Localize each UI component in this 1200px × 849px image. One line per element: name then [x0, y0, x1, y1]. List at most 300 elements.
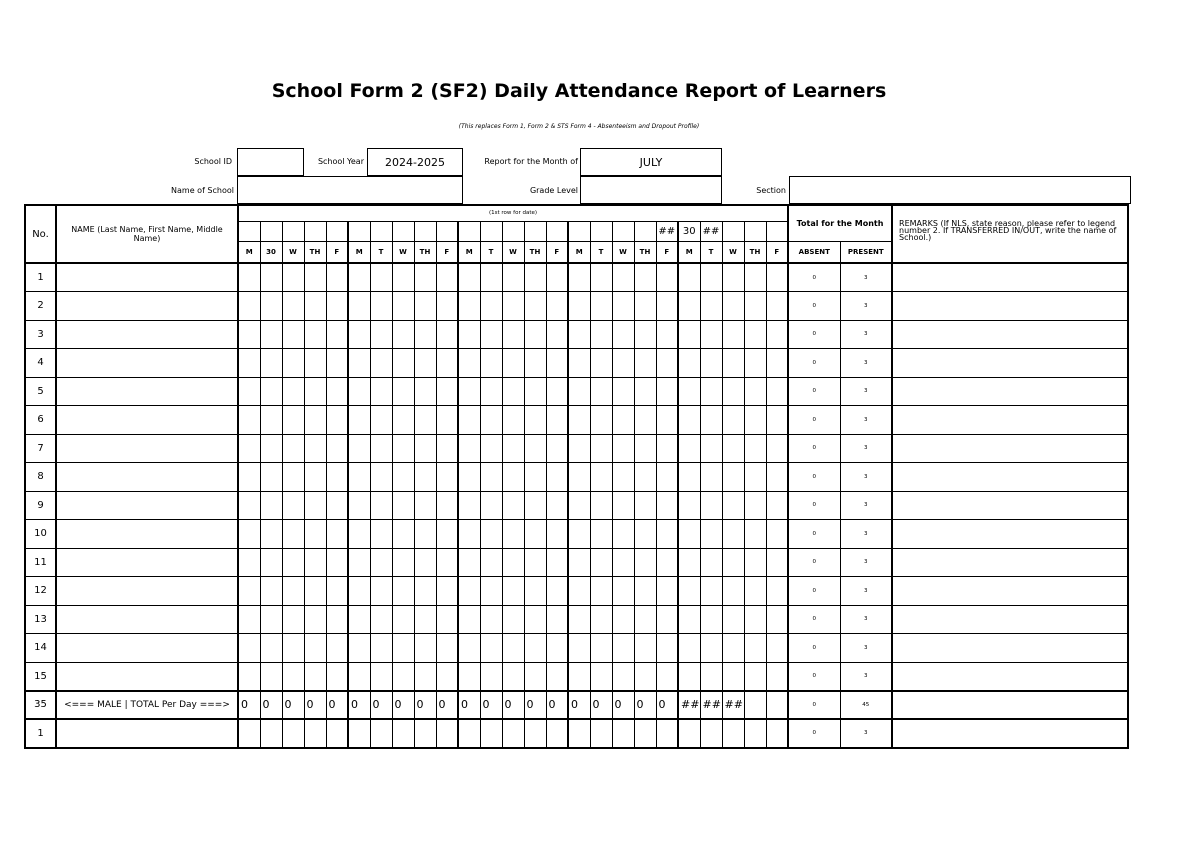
attendance-cell[interactable] [326, 634, 348, 663]
attendance-cell[interactable] [590, 406, 612, 435]
attendance-cell[interactable] [260, 548, 282, 577]
attendance-cell[interactable] [304, 320, 326, 349]
attendance-cell[interactable] [436, 719, 458, 748]
attendance-cell[interactable] [568, 434, 590, 463]
attendance-cell[interactable] [436, 349, 458, 378]
attendance-cell[interactable] [656, 577, 678, 606]
attendance-cell[interactable] [436, 548, 458, 577]
attendance-cell[interactable] [612, 520, 634, 549]
learner-name-cell[interactable] [56, 463, 238, 492]
attendance-cell[interactable] [546, 719, 568, 748]
attendance-cell[interactable] [634, 605, 656, 634]
attendance-cell[interactable] [700, 377, 722, 406]
remarks-cell[interactable] [892, 520, 1128, 549]
attendance-cell[interactable] [480, 377, 502, 406]
attendance-cell[interactable] [546, 292, 568, 321]
attendance-cell[interactable] [524, 548, 546, 577]
attendance-cell[interactable] [700, 434, 722, 463]
attendance-cell[interactable] [612, 263, 634, 292]
attendance-cell[interactable] [260, 577, 282, 606]
attendance-cell[interactable] [480, 634, 502, 663]
attendance-cell[interactable] [304, 577, 326, 606]
remarks-cell[interactable] [892, 434, 1128, 463]
attendance-cell[interactable] [568, 634, 590, 663]
attendance-cell[interactable] [568, 577, 590, 606]
attendance-cell[interactable] [678, 406, 700, 435]
attendance-cell[interactable] [612, 292, 634, 321]
date-cell[interactable]: 30 [678, 221, 700, 241]
attendance-cell[interactable] [282, 577, 304, 606]
attendance-cell[interactable] [458, 577, 480, 606]
attendance-cell[interactable] [392, 491, 414, 520]
attendance-cell[interactable] [370, 719, 392, 748]
attendance-cell[interactable] [304, 406, 326, 435]
attendance-cell[interactable] [546, 463, 568, 492]
remarks-cell[interactable] [892, 605, 1128, 634]
attendance-cell[interactable] [546, 377, 568, 406]
attendance-cell[interactable] [766, 377, 788, 406]
attendance-cell[interactable] [766, 605, 788, 634]
attendance-cell[interactable] [414, 434, 436, 463]
attendance-cell[interactable] [700, 320, 722, 349]
attendance-cell[interactable] [678, 548, 700, 577]
attendance-cell[interactable] [612, 463, 634, 492]
attendance-cell[interactable] [678, 491, 700, 520]
learner-name-cell[interactable] [56, 320, 238, 349]
attendance-cell[interactable] [458, 491, 480, 520]
attendance-cell[interactable] [722, 263, 744, 292]
attendance-cell[interactable] [326, 320, 348, 349]
date-cell[interactable] [480, 221, 502, 241]
attendance-cell[interactable] [612, 719, 634, 748]
attendance-cell[interactable] [238, 605, 260, 634]
attendance-cell[interactable] [480, 662, 502, 691]
attendance-cell[interactable] [238, 719, 260, 748]
attendance-cell[interactable] [502, 434, 524, 463]
attendance-cell[interactable] [766, 662, 788, 691]
remarks-cell[interactable] [892, 463, 1128, 492]
attendance-cell[interactable] [568, 662, 590, 691]
attendance-cell[interactable] [766, 719, 788, 748]
attendance-cell[interactable] [546, 520, 568, 549]
attendance-cell[interactable] [348, 320, 370, 349]
attendance-cell[interactable] [678, 577, 700, 606]
attendance-cell[interactable] [744, 377, 766, 406]
attendance-cell[interactable] [480, 434, 502, 463]
attendance-cell[interactable] [656, 634, 678, 663]
attendance-cell[interactable] [546, 634, 568, 663]
attendance-cell[interactable] [634, 349, 656, 378]
attendance-cell[interactable] [678, 662, 700, 691]
attendance-cell[interactable] [480, 349, 502, 378]
attendance-cell[interactable] [260, 292, 282, 321]
date-cell[interactable] [414, 221, 436, 241]
attendance-cell[interactable] [524, 349, 546, 378]
attendance-cell[interactable] [524, 662, 546, 691]
attendance-cell[interactable] [546, 434, 568, 463]
attendance-cell[interactable] [414, 349, 436, 378]
attendance-cell[interactable] [414, 292, 436, 321]
remarks-cell[interactable] [892, 691, 1128, 720]
attendance-cell[interactable] [722, 349, 744, 378]
attendance-cell[interactable] [546, 406, 568, 435]
attendance-cell[interactable] [678, 320, 700, 349]
attendance-cell[interactable] [370, 662, 392, 691]
attendance-cell[interactable] [414, 320, 436, 349]
attendance-cell[interactable] [744, 548, 766, 577]
date-cell[interactable] [436, 221, 458, 241]
learner-name-cell[interactable] [56, 263, 238, 292]
attendance-cell[interactable] [766, 263, 788, 292]
attendance-cell[interactable] [282, 463, 304, 492]
attendance-cell[interactable] [678, 463, 700, 492]
school-name-field[interactable] [237, 176, 463, 204]
attendance-cell[interactable] [238, 520, 260, 549]
attendance-cell[interactable] [568, 349, 590, 378]
attendance-cell[interactable] [766, 434, 788, 463]
attendance-cell[interactable] [370, 263, 392, 292]
attendance-cell[interactable] [282, 292, 304, 321]
attendance-cell[interactable] [634, 520, 656, 549]
attendance-cell[interactable] [304, 548, 326, 577]
attendance-cell[interactable] [282, 320, 304, 349]
attendance-cell[interactable] [722, 548, 744, 577]
attendance-cell[interactable] [634, 634, 656, 663]
attendance-cell[interactable] [238, 320, 260, 349]
attendance-cell[interactable] [656, 406, 678, 435]
attendance-cell[interactable] [348, 548, 370, 577]
attendance-cell[interactable] [370, 434, 392, 463]
attendance-cell[interactable] [634, 719, 656, 748]
attendance-cell[interactable] [260, 719, 282, 748]
remarks-cell[interactable] [892, 349, 1128, 378]
attendance-cell[interactable] [634, 463, 656, 492]
attendance-cell[interactable] [722, 577, 744, 606]
attendance-cell[interactable] [348, 377, 370, 406]
attendance-cell[interactable] [590, 634, 612, 663]
attendance-cell[interactable] [634, 491, 656, 520]
attendance-cell[interactable] [348, 520, 370, 549]
attendance-cell[interactable] [722, 320, 744, 349]
learner-name-cell[interactable] [56, 577, 238, 606]
attendance-cell[interactable] [480, 577, 502, 606]
attendance-cell[interactable] [546, 491, 568, 520]
attendance-cell[interactable] [634, 320, 656, 349]
learner-name-cell[interactable] [56, 548, 238, 577]
date-cell[interactable] [546, 221, 568, 241]
attendance-cell[interactable] [766, 634, 788, 663]
attendance-cell[interactable] [414, 605, 436, 634]
attendance-cell[interactable] [678, 434, 700, 463]
attendance-cell[interactable] [370, 520, 392, 549]
attendance-cell[interactable] [238, 377, 260, 406]
attendance-cell[interactable] [568, 719, 590, 748]
attendance-cell[interactable] [370, 577, 392, 606]
date-cell[interactable] [260, 221, 282, 241]
attendance-cell[interactable] [568, 491, 590, 520]
attendance-cell[interactable] [722, 605, 744, 634]
attendance-cell[interactable] [590, 377, 612, 406]
attendance-cell[interactable] [326, 292, 348, 321]
attendance-cell[interactable] [392, 605, 414, 634]
attendance-cell[interactable] [348, 292, 370, 321]
attendance-cell[interactable] [744, 634, 766, 663]
attendance-cell[interactable] [546, 548, 568, 577]
attendance-cell[interactable] [260, 463, 282, 492]
attendance-cell[interactable] [524, 605, 546, 634]
attendance-cell[interactable] [700, 491, 722, 520]
attendance-cell[interactable] [744, 263, 766, 292]
remarks-cell[interactable] [892, 548, 1128, 577]
attendance-cell[interactable] [590, 320, 612, 349]
attendance-cell[interactable] [414, 377, 436, 406]
attendance-cell[interactable] [766, 577, 788, 606]
attendance-cell[interactable] [436, 491, 458, 520]
school-id-field[interactable] [237, 148, 304, 176]
attendance-cell[interactable] [656, 520, 678, 549]
attendance-cell[interactable] [392, 263, 414, 292]
attendance-cell[interactable] [326, 520, 348, 549]
attendance-cell[interactable] [700, 577, 722, 606]
attendance-cell[interactable] [348, 349, 370, 378]
attendance-cell[interactable] [722, 406, 744, 435]
attendance-cell[interactable] [634, 292, 656, 321]
attendance-cell[interactable] [458, 634, 480, 663]
attendance-cell[interactable] [744, 577, 766, 606]
attendance-cell[interactable] [524, 263, 546, 292]
attendance-cell[interactable] [634, 263, 656, 292]
attendance-cell[interactable] [524, 634, 546, 663]
attendance-cell[interactable] [304, 634, 326, 663]
attendance-cell[interactable] [282, 406, 304, 435]
attendance-cell[interactable] [590, 605, 612, 634]
attendance-cell[interactable] [524, 292, 546, 321]
attendance-cell[interactable] [436, 520, 458, 549]
attendance-cell[interactable] [458, 434, 480, 463]
attendance-cell[interactable] [502, 662, 524, 691]
attendance-cell[interactable] [590, 662, 612, 691]
attendance-cell[interactable] [392, 662, 414, 691]
attendance-cell[interactable] [260, 634, 282, 663]
attendance-cell[interactable] [590, 520, 612, 549]
attendance-cell[interactable] [282, 520, 304, 549]
attendance-cell[interactable] [744, 434, 766, 463]
remarks-cell[interactable] [892, 491, 1128, 520]
date-cell[interactable] [392, 221, 414, 241]
attendance-cell[interactable] [502, 320, 524, 349]
attendance-cell[interactable] [590, 263, 612, 292]
attendance-cell[interactable] [480, 491, 502, 520]
attendance-cell[interactable] [766, 491, 788, 520]
attendance-cell[interactable] [656, 292, 678, 321]
attendance-cell[interactable] [414, 548, 436, 577]
attendance-cell[interactable] [260, 662, 282, 691]
attendance-cell[interactable] [700, 292, 722, 321]
attendance-cell[interactable] [436, 605, 458, 634]
date-cell[interactable] [370, 221, 392, 241]
attendance-cell[interactable] [458, 548, 480, 577]
attendance-cell[interactable] [282, 719, 304, 748]
attendance-cell[interactable] [458, 719, 480, 748]
attendance-cell[interactable] [370, 463, 392, 492]
date-cell[interactable] [722, 221, 744, 241]
learner-name-cell[interactable] [56, 491, 238, 520]
attendance-cell[interactable] [260, 377, 282, 406]
attendance-cell[interactable] [700, 662, 722, 691]
attendance-cell[interactable] [656, 719, 678, 748]
attendance-cell[interactable] [568, 463, 590, 492]
attendance-cell[interactable] [502, 719, 524, 748]
attendance-cell[interactable] [370, 292, 392, 321]
attendance-cell[interactable] [348, 406, 370, 435]
attendance-cell[interactable] [546, 320, 568, 349]
attendance-cell[interactable] [238, 634, 260, 663]
attendance-cell[interactable] [238, 406, 260, 435]
attendance-cell[interactable] [568, 605, 590, 634]
date-cell[interactable] [612, 221, 634, 241]
attendance-cell[interactable] [502, 263, 524, 292]
attendance-cell[interactable] [744, 463, 766, 492]
attendance-cell[interactable] [568, 292, 590, 321]
attendance-cell[interactable] [502, 605, 524, 634]
attendance-cell[interactable] [744, 520, 766, 549]
attendance-cell[interactable] [326, 263, 348, 292]
attendance-cell[interactable] [238, 577, 260, 606]
attendance-cell[interactable] [282, 548, 304, 577]
attendance-cell[interactable] [348, 634, 370, 663]
attendance-cell[interactable] [282, 634, 304, 663]
remarks-cell[interactable] [892, 292, 1128, 321]
attendance-cell[interactable] [370, 491, 392, 520]
attendance-cell[interactable] [436, 263, 458, 292]
learner-name-cell[interactable] [56, 377, 238, 406]
attendance-cell[interactable] [612, 320, 634, 349]
attendance-cell[interactable] [282, 377, 304, 406]
attendance-cell[interactable] [612, 377, 634, 406]
attendance-cell[interactable] [656, 605, 678, 634]
attendance-cell[interactable] [744, 406, 766, 435]
attendance-cell[interactable] [260, 263, 282, 292]
attendance-cell[interactable] [678, 349, 700, 378]
attendance-cell[interactable] [524, 406, 546, 435]
attendance-cell[interactable] [326, 605, 348, 634]
attendance-cell[interactable] [766, 548, 788, 577]
attendance-cell[interactable] [590, 349, 612, 378]
attendance-cell[interactable] [678, 605, 700, 634]
attendance-cell[interactable] [524, 491, 546, 520]
attendance-cell[interactable] [590, 548, 612, 577]
attendance-cell[interactable] [612, 634, 634, 663]
attendance-cell[interactable] [392, 406, 414, 435]
attendance-cell[interactable] [282, 434, 304, 463]
attendance-cell[interactable] [480, 548, 502, 577]
attendance-cell[interactable] [370, 320, 392, 349]
attendance-cell[interactable] [326, 548, 348, 577]
attendance-cell[interactable] [414, 491, 436, 520]
attendance-cell[interactable] [370, 605, 392, 634]
attendance-cell[interactable] [348, 491, 370, 520]
attendance-cell[interactable] [282, 662, 304, 691]
attendance-cell[interactable] [480, 520, 502, 549]
attendance-cell[interactable] [568, 548, 590, 577]
attendance-cell[interactable] [524, 463, 546, 492]
attendance-cell[interactable] [260, 406, 282, 435]
attendance-cell[interactable] [458, 662, 480, 691]
attendance-cell[interactable] [502, 377, 524, 406]
attendance-cell[interactable] [744, 662, 766, 691]
date-cell[interactable] [568, 221, 590, 241]
attendance-cell[interactable] [458, 292, 480, 321]
attendance-cell[interactable] [304, 349, 326, 378]
attendance-cell[interactable] [392, 292, 414, 321]
attendance-cell[interactable] [634, 662, 656, 691]
attendance-cell[interactable] [326, 349, 348, 378]
attendance-cell[interactable] [524, 377, 546, 406]
date-cell[interactable] [634, 221, 656, 241]
attendance-cell[interactable] [348, 434, 370, 463]
attendance-cell[interactable] [502, 349, 524, 378]
date-cell[interactable] [524, 221, 546, 241]
attendance-cell[interactable] [238, 349, 260, 378]
date-cell[interactable] [766, 221, 788, 241]
learner-name-cell[interactable] [56, 605, 238, 634]
attendance-cell[interactable] [392, 320, 414, 349]
attendance-cell[interactable] [700, 605, 722, 634]
attendance-cell[interactable] [436, 463, 458, 492]
attendance-cell[interactable] [634, 434, 656, 463]
learner-name-cell[interactable] [56, 634, 238, 663]
attendance-cell[interactable] [502, 406, 524, 435]
attendance-cell[interactable] [502, 577, 524, 606]
attendance-cell[interactable] [722, 292, 744, 321]
attendance-cell[interactable] [700, 263, 722, 292]
attendance-cell[interactable] [282, 605, 304, 634]
attendance-cell[interactable] [612, 548, 634, 577]
attendance-cell[interactable] [502, 634, 524, 663]
attendance-cell[interactable] [260, 520, 282, 549]
attendance-cell[interactable] [590, 434, 612, 463]
grade-level-field[interactable] [580, 176, 722, 204]
attendance-cell[interactable] [304, 263, 326, 292]
learner-name-cell[interactable] [56, 719, 238, 748]
attendance-cell[interactable] [700, 520, 722, 549]
attendance-cell[interactable] [260, 434, 282, 463]
attendance-cell[interactable] [744, 605, 766, 634]
attendance-cell[interactable] [766, 463, 788, 492]
attendance-cell[interactable] [392, 434, 414, 463]
attendance-cell[interactable] [238, 434, 260, 463]
date-cell[interactable] [502, 221, 524, 241]
attendance-cell[interactable] [326, 406, 348, 435]
attendance-cell[interactable] [304, 377, 326, 406]
date-cell[interactable] [348, 221, 370, 241]
attendance-cell[interactable] [568, 520, 590, 549]
learner-name-cell[interactable] [56, 406, 238, 435]
attendance-cell[interactable] [414, 662, 436, 691]
attendance-cell[interactable] [656, 434, 678, 463]
attendance-cell[interactable] [502, 520, 524, 549]
attendance-cell[interactable] [524, 520, 546, 549]
attendance-cell[interactable] [282, 263, 304, 292]
attendance-cell[interactable] [326, 719, 348, 748]
attendance-cell[interactable] [480, 320, 502, 349]
date-cell[interactable] [304, 221, 326, 241]
attendance-cell[interactable] [502, 548, 524, 577]
attendance-cell[interactable] [326, 463, 348, 492]
attendance-cell[interactable] [700, 634, 722, 663]
attendance-cell[interactable] [656, 377, 678, 406]
attendance-cell[interactable] [480, 406, 502, 435]
